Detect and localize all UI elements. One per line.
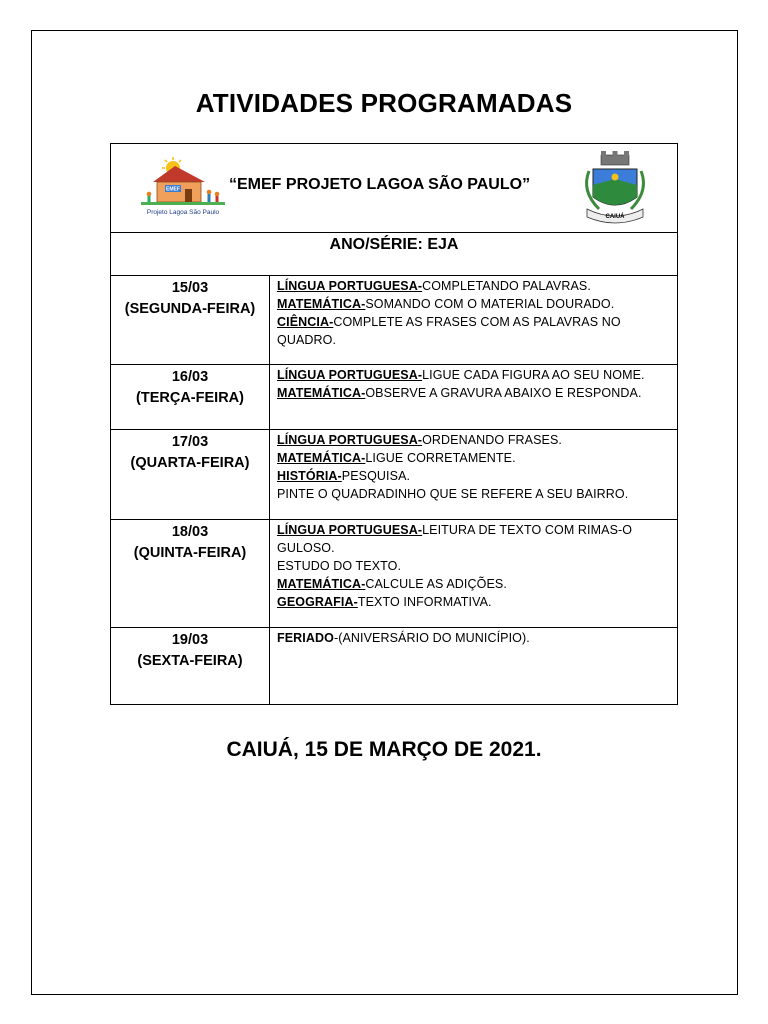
date-footer: CAIUÁ, 15 DE MARÇO DE 2021.	[226, 738, 542, 761]
activity-line	[277, 521, 671, 539]
day-cell	[111, 520, 270, 628]
subject-label: MATEMÁTICA-	[277, 451, 366, 465]
subject-label: LÍNGUA PORTUGUESA-	[277, 433, 423, 447]
activities-cell	[270, 628, 678, 705]
activity-text: COMPLETANDO PALAVRAS.	[422, 279, 591, 293]
coat-town-name: CAIUÁ	[605, 214, 625, 220]
activity-line	[277, 449, 671, 467]
activity-line	[277, 575, 671, 593]
subject-label: MATEMÁTICA-	[277, 577, 366, 591]
city-coat-of-arms	[579, 151, 651, 227]
activity-text: OBSERVE A GRAVURA ABAIXO E RESPONDA.	[365, 386, 642, 400]
schedule-row	[111, 520, 678, 628]
activity-text: PINTE O QUADRADINHO QUE SE REFERE A SEU BAIRRO.	[277, 487, 629, 501]
date-label: 16/03	[171, 369, 209, 385]
ano-serie-label: ANO/SÉRIE: EJA	[329, 236, 459, 253]
crown-icon	[601, 151, 629, 165]
activity-line	[277, 557, 671, 575]
weekday-label: (QUINTA-FEIRA)	[133, 545, 247, 561]
day-cell	[111, 628, 270, 705]
activity-line	[277, 313, 671, 331]
school-header	[111, 144, 678, 233]
subject-label: LÍNGUA PORTUGUESA-	[277, 523, 423, 537]
activities-cell	[270, 365, 678, 430]
school-name: “EMEF PROJETO LAGOA SÃO PAULO”	[229, 176, 531, 193]
subject-label: LÍNGUA PORTUGUESA-	[277, 279, 423, 293]
activity-text: QUADRO.	[277, 333, 337, 347]
activity-line	[277, 295, 671, 313]
date-label: 15/03	[171, 280, 209, 296]
schedule-row	[111, 276, 678, 365]
logo-caption: Projeto Lagoa São Paulo	[146, 209, 220, 216]
activity-line	[277, 277, 671, 295]
activity-text: LIGUE CADA FIGURA AO SEU NOME.	[422, 368, 645, 382]
date-label: 17/03	[171, 434, 209, 450]
date-label: 18/03	[171, 524, 209, 540]
activities-cell	[270, 520, 678, 628]
day-cell	[111, 430, 270, 520]
subject-label: GEOGRAFIA-	[277, 595, 358, 609]
activities-cell	[270, 276, 678, 365]
activity-text: COMPLETE AS FRASES COM AS PALAVRAS NO	[333, 315, 621, 329]
activity-line	[277, 485, 671, 503]
subject-label: MATEMÁTICA-	[277, 386, 366, 400]
schedule-row	[111, 365, 678, 430]
schedule-row	[111, 628, 678, 705]
activity-text: LIGUE CORRETAMENTE.	[365, 451, 516, 465]
activity-text: TEXTO INFORMATIVA.	[357, 595, 492, 609]
roof-icon	[153, 166, 205, 182]
page-title: ATIVIDADES PROGRAMADAS	[195, 88, 573, 118]
weekday-label: (QUARTA-FEIRA)	[130, 455, 250, 471]
weekday-label: (SEGUNDA-FEIRA)	[124, 301, 256, 317]
activity-line	[277, 366, 671, 384]
ano-serie-cell	[111, 233, 678, 276]
weekday-label: (TERÇA-FEIRA)	[136, 390, 244, 406]
activity-text: ORDENANDO FRASES.	[422, 433, 563, 447]
subject-label: LÍNGUA PORTUGUESA-	[277, 368, 423, 382]
weekday-label: (SEXTA-FEIRA)	[137, 653, 243, 669]
date-label: 19/03	[171, 632, 209, 648]
schedule-table	[110, 143, 678, 705]
activity-text: -(ANIVERSÁRIO DO MUNICÍPIO).	[333, 631, 530, 645]
activity-text: CALCULE AS ADIÇÕES.	[365, 577, 507, 591]
activities-cell	[270, 430, 678, 520]
activity-text: ESTUDO DO TEXTO.	[277, 559, 402, 573]
activity-line	[277, 384, 671, 402]
activity-text: GULOSO.	[277, 541, 335, 555]
subject-label: FERIADO	[277, 631, 334, 645]
schedule-row	[111, 430, 678, 520]
activity-line	[277, 431, 671, 449]
subject-label: CIÊNCIA-	[277, 315, 334, 329]
activity-text: PESQUISA.	[341, 469, 411, 483]
logo-badge: EMEF	[166, 186, 180, 193]
activity-line	[277, 593, 671, 611]
school-logo	[139, 156, 227, 218]
subject-label: MATEMÁTICA-	[277, 297, 366, 311]
activity-line	[277, 467, 671, 485]
activity-line	[277, 629, 671, 647]
activity-line	[277, 331, 671, 349]
day-cell	[111, 365, 270, 430]
day-cell	[111, 276, 270, 365]
activity-line	[277, 539, 671, 557]
activity-text: SOMANDO COM O MATERIAL DOURADO.	[365, 297, 615, 311]
activity-text: LEITURA DE TEXTO COM RIMAS-O	[422, 523, 633, 537]
subject-label: HISTÓRIA-	[277, 469, 342, 483]
